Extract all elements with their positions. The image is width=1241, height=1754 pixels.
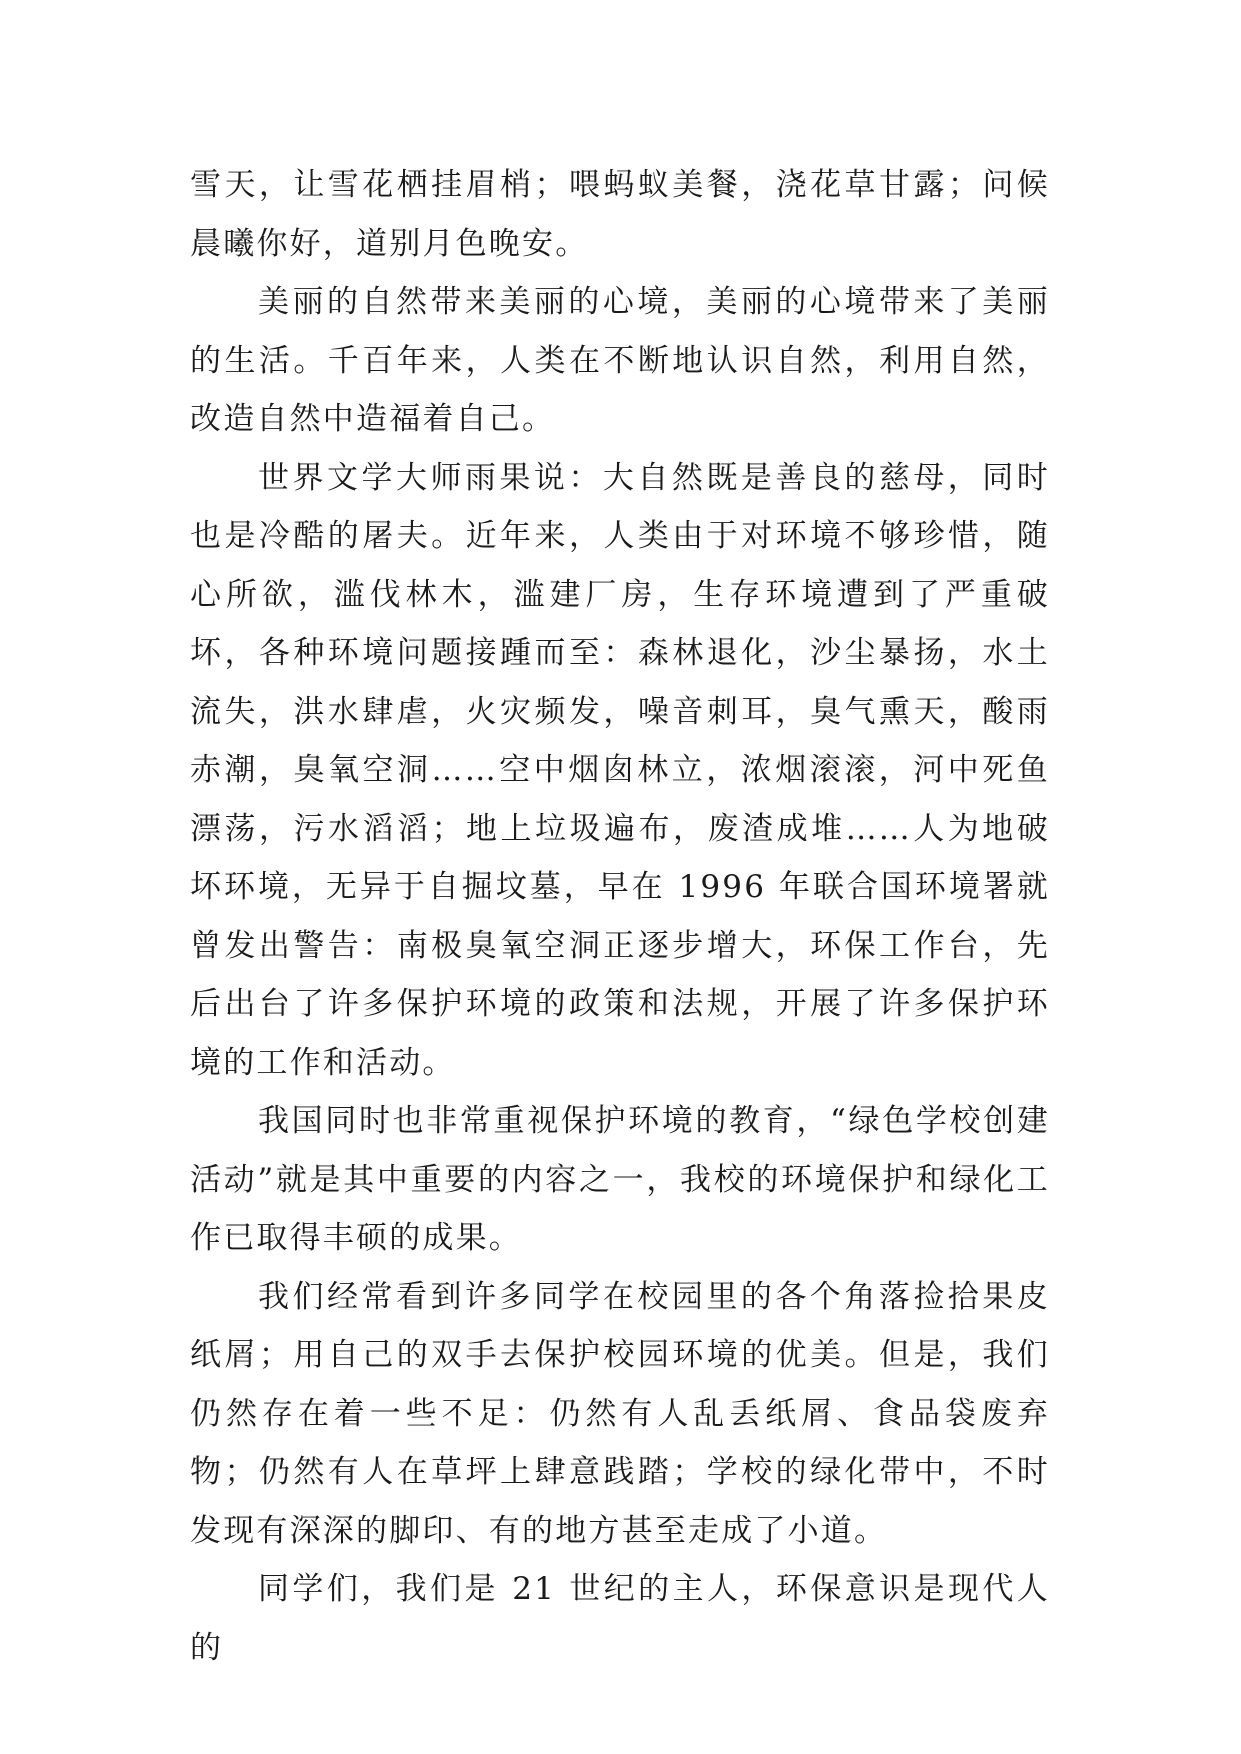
paragraph-3: 世界文学大师雨果说：大自然既是善良的慈母，同时也是冷酷的屠夫。近年来，人类由于对环境不够珍惜，随心所欲，滥伐林木，滥建厂房，生存环境遭到了严重破坏，各种环境问题接踵而至：森林退化，沙尘暴扬，水土流失，洪水肆虐，火灾频发，噪音刺耳，臭气熏天，酸雨赤潮，臭氧空洞……空中烟囱林立，浓烟滚滚，河中死鱼漂荡，污水滔滔；地上垃圾遍布，废渣成堆……人为地破坏环境，无异于自掘坟墓，早在 1996 年联合国环境署就曾发出警告：南极臭氧空洞正逐步增大，环保工作台，先后出台了许多保护环境的政策和法规，开展了许多保护环境的工作和活动。 — [190, 459, 1050, 1081]
paragraph-6: 同学们，我们是 21 世纪的主人，环保意识是现代人的 — [190, 1571, 1050, 1666]
document-body — [190, 156, 1050, 1677]
paragraph-5: 我们经常看到许多同学在校园里的各个角落捡拾果皮纸屑；用自己的双手去保护校园环境的优美。但是，我们仍然存在着一些不足：仍然有人乱丢纸屑、食品袋废弃物；仍然有人在草坪上肆意践踏；学校的绿化带中，不时发现有深深的脚印、有的地方甚至走成了小道。 — [190, 1278, 1050, 1549]
paragraph-1: 雪天，让雪花栖挂眉梢；喂蚂蚁美餐，浇花草甘露；问候晨曦你好，道别月色晚安。 — [190, 167, 1050, 262]
paragraph-4: 我国同时也非常重视保护环境的教育，“绿色学校创建活动”就是其中重要的内容之一，我校的环境保护和绿化工作已取得丰硕的成果。 — [190, 1103, 1050, 1256]
paragraph-2: 美丽的自然带来美丽的心境，美丽的心境带来了美丽的生活。千百年来，人类在不断地认识自然，利用自然，改造自然中造福着自己。 — [190, 284, 1050, 437]
